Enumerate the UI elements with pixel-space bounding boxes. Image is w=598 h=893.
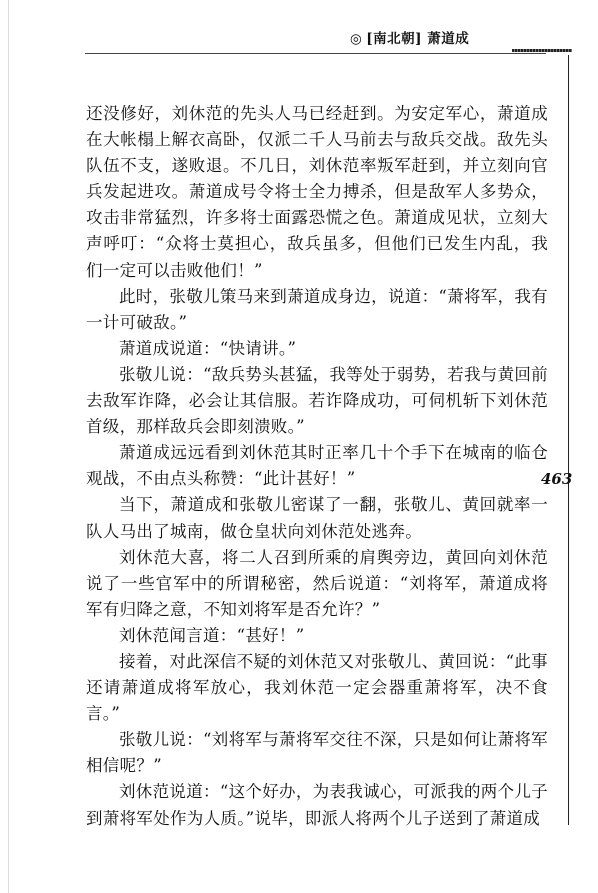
paragraph: 接着，对此深信不疑的刘休范又对张敬儿、黄回说：“此事还请萧道成将军放心，我刘休范一定会器重萧将军，决不食言。”: [86, 651, 548, 724]
circle-marker-icon: ◎: [350, 31, 363, 47]
running-header: [350, 27, 469, 49]
paragraph: 萧道成说道：“快请讲。”: [119, 338, 297, 358]
paragraph: 萧道成远远看到刘休范其时正率几十个手下在城南的临仓观战，不由点头称赞：“此计甚好！”: [86, 443, 548, 489]
paragraph: 张敬儿说：“刘将军与萧将军交往不深，只是如何让萧将军相信呢？”: [86, 730, 548, 776]
paragraph: 刘休范大喜，将二人召到所乘的肩舆旁边，黄回向刘休范说了一些官军中的所谓秘密，然后说道：“刘将军，萧道成将军有归降之意，不知刘将军是否允许？”: [86, 547, 548, 619]
paragraph: 还没修好，刘休范的先头人马已经赶到。为安定军心，萧道成在大帐榻上解衣高卧，仅派二千人马前去与敌兵交战。敌先头队伍不支，遂败退。不几日，刘休范率叛军赶到，并立刻向官兵发起进攻。萧道成号令将士全力搏杀，但是敌军人多势众，攻击非常猛烈，许多将士面露恐慌之色。萧道成见状，立刻大声呼叮：“众将士莫担心，敌兵虽多，但他们已发生内乱，我们一定可以击败他们！”: [86, 104, 548, 280]
body-text: [86, 101, 548, 832]
paragraph: 刘休范闻言道：“甚好！”: [119, 625, 305, 645]
scan-edge: [8, 0, 9, 893]
paragraph: 刘休范说道：“这个好办，为表我诚心，可派我的两个儿子到萧将军处作为人质。”说毕，即派人将两个儿子送到了萧道成: [86, 782, 548, 828]
header-ornament: [512, 49, 572, 52]
header-title: [南北朝] 萧道成: [366, 31, 470, 47]
paragraph: 当下，萧道成和张敬儿密谋了一翻，张敬儿、黄回就率一队人马出了城南，做仓皇状向刘休范处逃奔。: [86, 495, 548, 541]
margin-rule: [568, 55, 569, 825]
header-rule: [85, 53, 546, 54]
paragraph: 此时，张敬儿策马来到萧道成身边，说道：“萧将军，我有一计可破敌。”: [86, 286, 548, 332]
page-number: 463: [541, 470, 573, 488]
paragraph: 张敬儿说：“敌兵势头甚猛，我等处于弱势，若我与黄回前去敌军诈降，必会让其信服。若诈降成功，可伺机斩下刘休范首级，那样敌兵会即刻溃败。”: [86, 364, 548, 437]
